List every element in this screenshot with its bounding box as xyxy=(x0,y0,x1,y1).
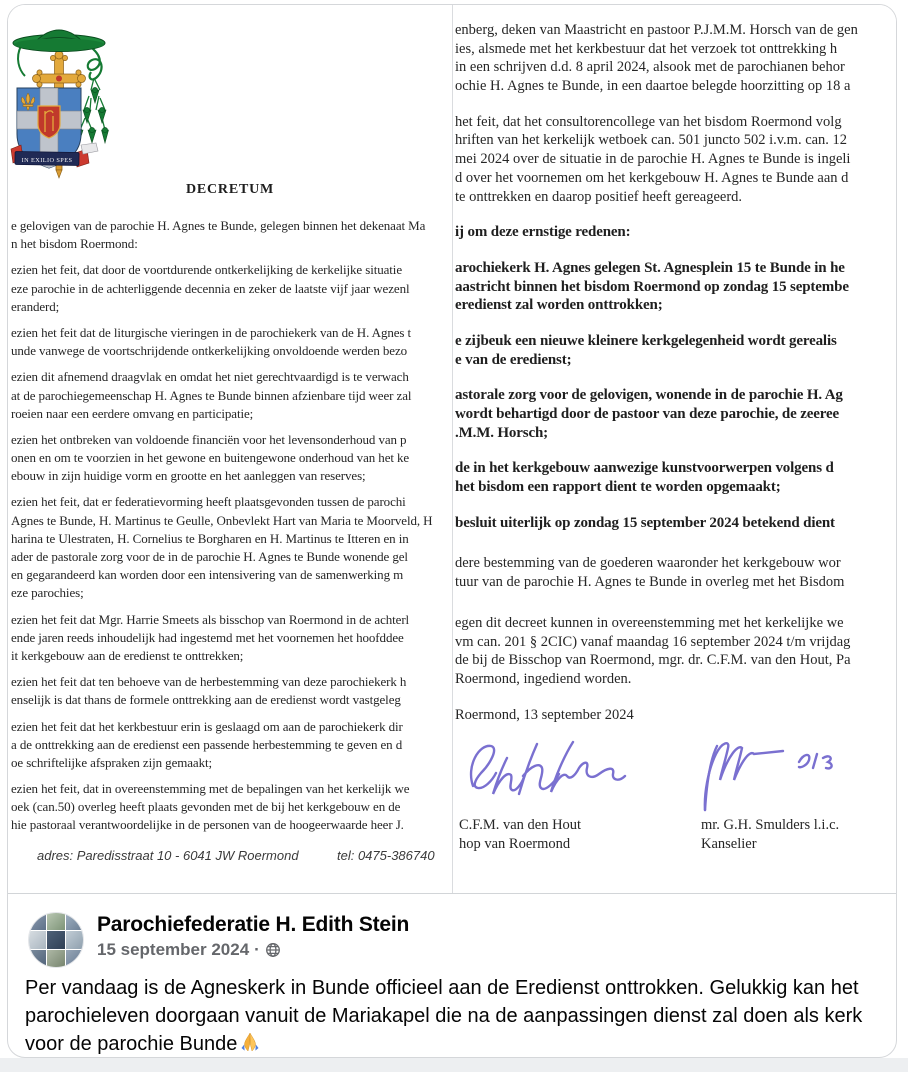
post-body xyxy=(8,894,896,1058)
document-line: ezien het feit dat ten behoeve van de herbestemming van deze parochiekerk h xyxy=(11,674,407,690)
document-paragraph xyxy=(11,493,452,602)
coat-of-arms-motto: IN EXILIO SPES xyxy=(21,156,73,164)
document-line: ezien het feit dat het kerkbestuur erin is geslaagd om aan de parochiekerk dir xyxy=(11,718,403,734)
document-line: eredienst zal worden onttrokken; xyxy=(455,297,663,314)
document-paragraph xyxy=(455,223,896,242)
document-line: besluit uiterlijk op zondag 15 september 2024 betekend dient xyxy=(455,514,835,531)
document-line: mei 2024 over de situatie in de parochie H. Agnes te Bunde is ingeli xyxy=(455,151,851,168)
document-paragraph xyxy=(455,113,896,206)
document-line: de in het kerkgebouw aanwezige kunstvoorwerpen volgens d xyxy=(455,460,834,477)
decree-footer xyxy=(8,848,452,870)
document-line: it kerkgebouw aan de eredienst te onttrekken; xyxy=(11,647,244,663)
decree-title: DECRETUM xyxy=(185,182,275,197)
document-line: enberg, deken van Maastricht en pastoor P.J.M.M. Horsch van de gen xyxy=(455,22,858,38)
document-paragraph xyxy=(11,780,452,835)
document-paragraph xyxy=(455,21,896,96)
post-date[interactable]: 15 september 2024 xyxy=(97,940,250,959)
post-text-content: Per vandaag is de Agneskerk in Bunde officieel aan de Eredienst onttrokken. Gelukkig kan het parochieleven doorgaan vanuit de Mariakapel die na de aanpassingen dienst zal doen als kerk voor de parochie Bunde xyxy=(25,977,863,1055)
diocese-phone: tel: 0475-386740 xyxy=(337,848,435,863)
document-line: ezien het feit dat Mgr. Harrie Smeets als bisschop van Roermond in de achterl xyxy=(11,611,410,627)
document-line: ochie H. Agnes te Bunde, in een daartoe belegde hoorzitting op 18 a xyxy=(455,78,851,95)
signature-row xyxy=(453,732,896,816)
document-line: eze parochie in de achterliggende decennia en zeker de laatste vijf jaar wezenl xyxy=(11,280,410,296)
document-line: ezien het feit dat de liturgische vieringen in de parochiekerk van de H. Agnes t xyxy=(11,324,412,340)
decree-page-2 xyxy=(452,5,896,893)
document-paragraph xyxy=(455,259,896,315)
document-paragraph xyxy=(11,324,452,360)
document-paragraph xyxy=(11,217,452,253)
document-paragraph xyxy=(455,332,896,369)
document-line: het bisdom een rapport dient te worden opgemaakt; xyxy=(455,479,781,496)
document-line: dere bestemming van de goederen waaronder het kerkgebouw wor xyxy=(455,555,841,572)
document-line: a de onttrekking aan de eredienst een passende herbestemming te geven en d xyxy=(11,736,403,752)
document-line: het feit, dat het consultorencollege van het bisdom Roermond volg xyxy=(455,113,842,130)
avatar[interactable] xyxy=(28,912,84,968)
document-line: ies, alsmede met het kerkbestuur dat het verzoek tot onttrekking h xyxy=(455,40,838,57)
document-line: n het bisdom Roermond: xyxy=(11,236,138,252)
document-line: hriften van het kerkelijk wetboek can. 501 juncto 502 i.v.m. can. 12 xyxy=(455,132,848,149)
document-line: vm can. 201 § 2CIC) vanaf maandag 16 september 2024 t/m vrijdag xyxy=(455,633,851,650)
document-line: astorale zorg voor de gelovigen, wonende in de parochie H. Ag xyxy=(455,387,843,404)
document-line: en gegarandeerd kan worden door een intensivering van de samenwerking m xyxy=(11,567,404,583)
signatory-name: mr. G.H. Smulders l.i.c. xyxy=(701,817,840,834)
signatory-title: hop van Roermond xyxy=(459,836,571,853)
document-line: oe schriftelijke afspraken zijn gemaakt; xyxy=(11,754,213,770)
document-line: tuur van de parochie H. Agnes te Bunde in overleg met het Bisdom xyxy=(455,574,845,591)
document-line: wordt behartigd door de pastoor van deze parochie, de zeeree xyxy=(455,406,840,422)
place-date-line: Roermond, 13 september 2024 xyxy=(455,706,634,723)
bishop-coat-of-arms-icon xyxy=(9,18,109,180)
document-line: .M.M. Horsch; xyxy=(455,424,549,441)
post-text xyxy=(8,968,896,1058)
folded-hands-emoji xyxy=(239,1031,261,1053)
document-paragraph xyxy=(455,514,896,533)
document-line: aastricht binnen het bisdom Roermond op zondag 15 septembe xyxy=(455,278,849,295)
document-line: Agnes te Bunde, H. Martinus te Geulle, Onbevlekt Hart van Maria te Moorveld, H xyxy=(11,512,433,528)
document-paragraph xyxy=(11,261,452,316)
document-line: ezien het feit, dat in overeenstemming met de bepalingen van het kerkelijk we xyxy=(11,781,410,797)
document-line: hie pastoraal verantwoordelijke in de personen van de hoogeerwaarde heer J. xyxy=(11,817,404,833)
attached-document-image[interactable] xyxy=(8,5,896,894)
post-header xyxy=(8,894,896,968)
globe-icon xyxy=(265,942,281,958)
left-page-paragraphs xyxy=(11,217,452,843)
document-line: de bij de Bisschop van Roermond, mgr. dr. C.F.M. van den Hout, Pa xyxy=(455,652,851,669)
document-line: ij om deze ernstige redenen: xyxy=(455,224,631,241)
document-line: ezien dit afnemend draagvlak en omdat het niet gerechtvaardigd is te verwach xyxy=(11,369,409,385)
document-paragraph xyxy=(11,431,452,486)
document-line: unde vanwege de voortschrijdende ontkerkelijking onvoldoende werden bezo xyxy=(11,343,408,359)
document-line: ader de pastorale zorg voor de in de parochie H. Agnes te Bunde wonende gel xyxy=(11,549,408,564)
document-paragraph xyxy=(11,673,452,709)
document-line: ende jaren reeds inhoudelijk had ingestemd met het voornemen het hoofddee xyxy=(11,629,404,645)
document-line: d over het voornemen om het kerkgebouw H. Agnes te Bunde aan d xyxy=(455,169,849,186)
document-line: egen dit decreet kunnen in overeenstemming met het kerkelijke we xyxy=(455,614,844,631)
signatory-title: Kanselier xyxy=(701,836,757,853)
document-line: ezien het feit, dat door de voortdurende ontkerkelijking de kerkelijke situatie xyxy=(11,262,402,278)
document-paragraph xyxy=(11,368,452,423)
document-line: oek (can.50) overleg heeft plaats gevonden met de bij het kerkgebouw en de xyxy=(11,799,401,815)
document-line: enselijk is dat thans de formele onttrekking aan de eredienst wordt vastgeleg xyxy=(11,692,401,708)
post-card xyxy=(7,4,897,1058)
document-paragraph xyxy=(11,718,452,773)
document-line: at de parochiegemeenschap H. Agnes te Bunde binnen afzienbare tijd weer zal xyxy=(11,387,412,403)
document-line: eranderd; xyxy=(11,298,60,314)
document-line: e gelovigen van de parochie H. Agnes te Bunde, gelegen binnen het dekenaat Ma xyxy=(11,218,426,233)
document-line: Roermond, ingediend worden. xyxy=(455,670,632,687)
document-paragraph xyxy=(455,554,896,591)
document-line: arochiekerk H. Agnes gelegen St. Agnesplein 15 te Bunde in he xyxy=(455,259,845,276)
post-author[interactable]: Parochiefederatie H. Edith Stein xyxy=(97,913,410,936)
meta-separator: · xyxy=(254,940,260,959)
document-line: onen en om te voorzien in het gewone en buitengewone onderhoud van het ke xyxy=(11,450,410,466)
chancellor-signature-icon xyxy=(689,732,849,812)
document-line: ebouw in zijn huidige vorm en grootte en het aanleggen van reserves; xyxy=(11,468,366,484)
right-page-paragraphs xyxy=(453,5,896,689)
document-line: roeien naar een eerdere omvang en participatie; xyxy=(11,405,254,421)
signatory-names xyxy=(453,816,896,854)
document-paragraph xyxy=(455,614,896,689)
decree-page-1 xyxy=(8,5,452,893)
page-background-strip xyxy=(0,1058,908,1072)
signatory-name: C.F.M. van den Hout xyxy=(459,817,582,834)
document-paragraph xyxy=(455,459,896,496)
document-line: e van de eredienst; xyxy=(455,351,572,368)
bishop-signature-icon xyxy=(463,736,633,808)
document-paragraph xyxy=(455,386,896,442)
document-line: harina te Ulestraten, H. Cornelius te Borgharen en H. Martinus te Itteren en in xyxy=(11,530,409,546)
document-line: in een schrijven d.d. 8 april 2024, alsook met de parochianen behor xyxy=(455,59,845,76)
document-line: te onttrekken en daarop positief heeft gereageerd. xyxy=(455,188,743,205)
document-line: eze parochies; xyxy=(11,585,84,601)
document-line: e zijbeuk een nieuwe kleinere kerkgelegenheid wordt gerealis xyxy=(455,332,837,349)
diocese-address: adres: Paredisstraat 10 - 6041 JW Roermond xyxy=(37,848,299,863)
document-line: ezien het ontbreken van voldoende financiën voor het levensonderhoud van p xyxy=(11,431,407,447)
document-line: ezien het feit, dat er federatievorming heeft plaatsgevonden tussen de parochi xyxy=(11,494,406,510)
document-paragraph xyxy=(11,611,452,666)
